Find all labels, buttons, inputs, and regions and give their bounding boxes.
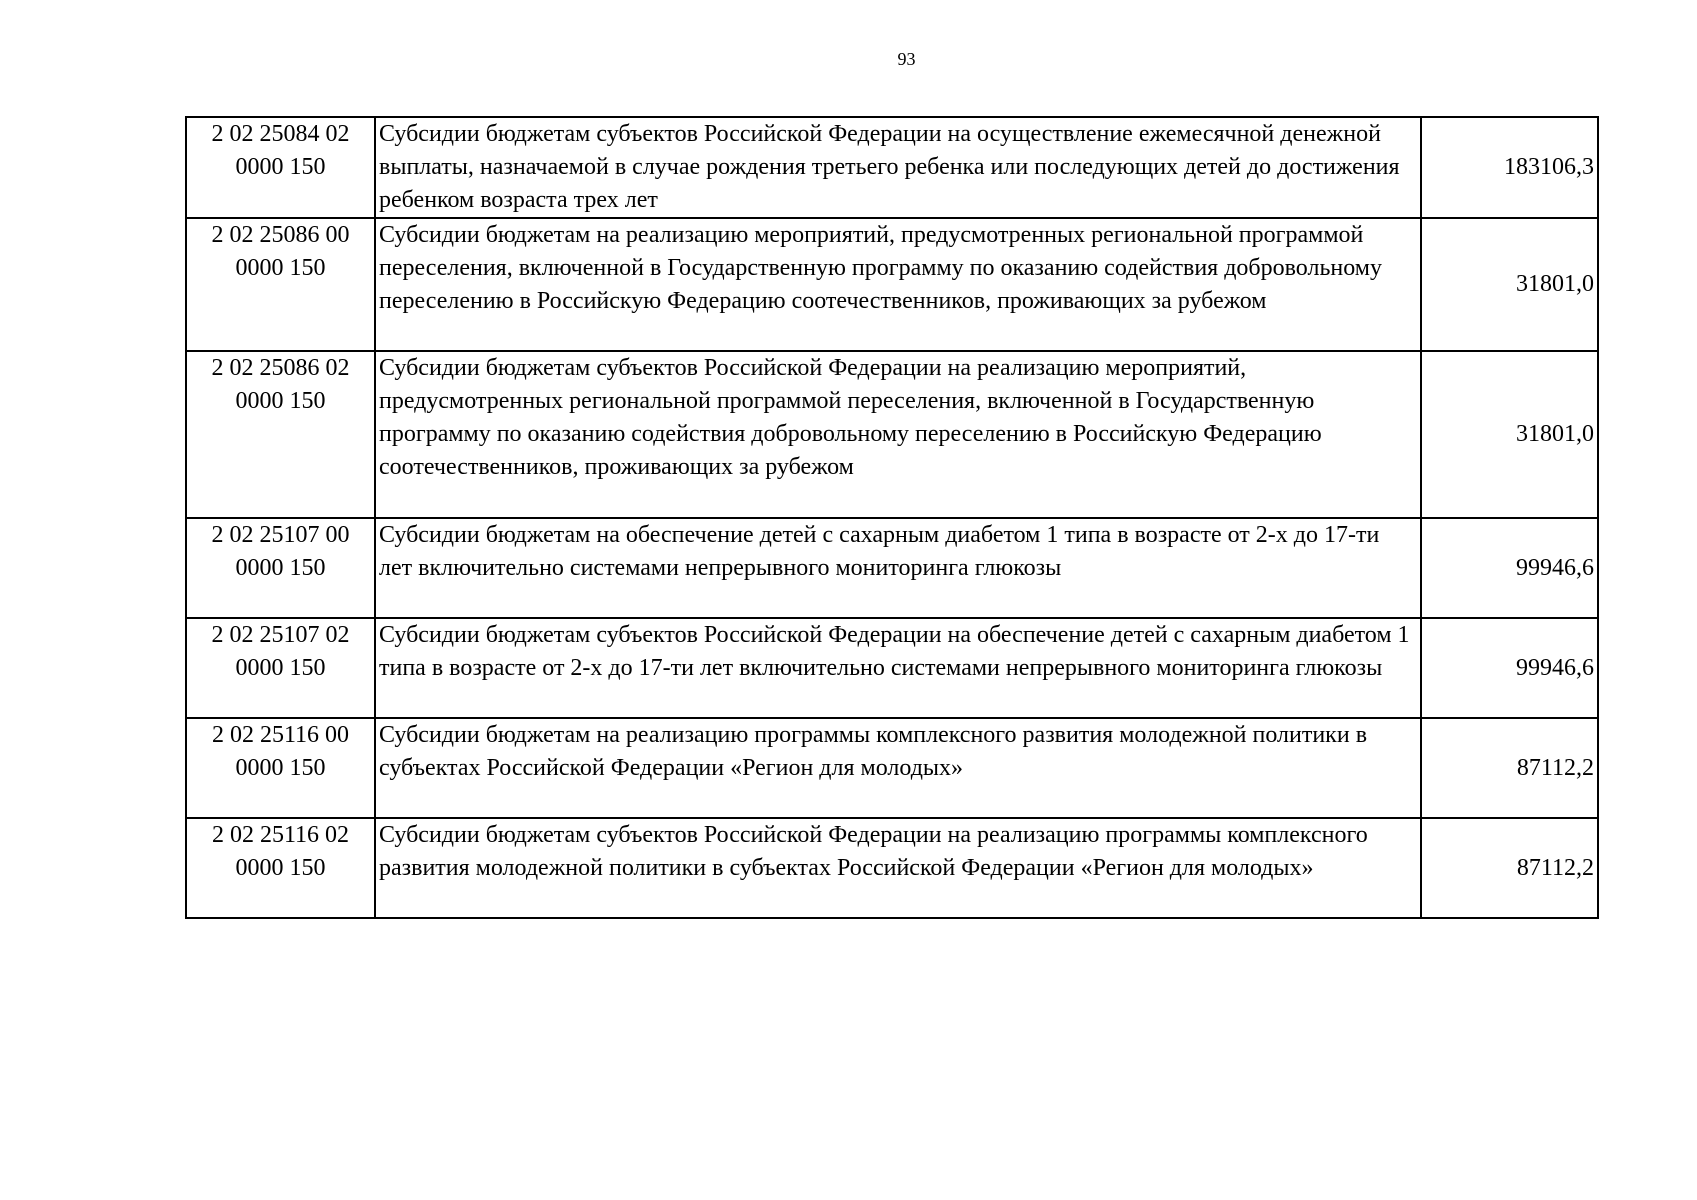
- table-row: [186, 117, 1598, 218]
- description-cell: Субсидии бюджетам субъектов Российской Федерации на реализацию мероприятий, предусмотренных региональной программой переселения, включенной в Государственную программу по оказанию содействия добровольному переселению в Российскую Федерацию соотечественников, проживающих за рубежом: [375, 351, 1421, 518]
- budget-code-cell: 2 02 25107 00 0000 150: [186, 518, 375, 618]
- amount-cell: 87112,2: [1421, 818, 1598, 918]
- table-row: [186, 351, 1598, 518]
- budget-code-cell: 2 02 25086 00 0000 150: [186, 218, 375, 351]
- budget-table: [185, 116, 1599, 919]
- budget-code-cell: 2 02 25086 02 0000 150: [186, 351, 375, 518]
- description-cell: Субсидии бюджетам на обеспечение детей с сахарным диабетом 1 типа в возрасте от 2-х до 17-ти лет включительно системами непрерывного мониторинга глюкозы: [375, 518, 1421, 618]
- table-row: [186, 618, 1598, 718]
- description-cell: Субсидии бюджетам на реализацию мероприятий, предусмотренных региональной программой переселения, включенной в Государственную программу по оказанию содействия добровольному переселению в Российскую Федерацию соотечественников, проживающих за рубежом: [375, 218, 1421, 351]
- amount-cell: 183106,3: [1421, 117, 1598, 218]
- description-cell: Субсидии бюджетам субъектов Российской Федерации на обеспечение детей с сахарным диабетом 1 типа в возрасте от 2-х до 17-ти лет включительно системами непрерывного мониторинга глюкозы: [375, 618, 1421, 718]
- budget-code-cell: 2 02 25107 02 0000 150: [186, 618, 375, 718]
- amount-cell: 31801,0: [1421, 218, 1598, 351]
- table-row: [186, 818, 1598, 918]
- description-cell: Субсидии бюджетам субъектов Российской Федерации на осуществление ежемесячной денежной выплаты, назначаемой в случае рождения третьего ребенка или последующих детей до достижения ребенком возраста трех лет: [375, 117, 1421, 218]
- budget-code-cell: 2 02 25116 02 0000 150: [186, 818, 375, 918]
- description-cell: Субсидии бюджетам субъектов Российской Федерации на реализацию программы комплексного развития молодежной политики в субъектах Российской Федерации «Регион для молодых»: [375, 818, 1421, 918]
- table-row: [186, 518, 1598, 618]
- amount-cell: 99946,6: [1421, 518, 1598, 618]
- budget-code-cell: 2 02 25116 00 0000 150: [186, 718, 375, 818]
- budget-code-cell: 2 02 25084 02 0000 150: [186, 117, 375, 218]
- amount-cell: 87112,2: [1421, 718, 1598, 818]
- table-row: [186, 218, 1598, 351]
- amount-cell: 31801,0: [1421, 351, 1598, 518]
- page-number: 93: [897, 49, 916, 69]
- amount-cell: 99946,6: [1421, 618, 1598, 718]
- table-row: [186, 718, 1598, 818]
- description-cell: Субсидии бюджетам на реализацию программы комплексного развития молодежной политики в субъектах Российской Федерации «Регион для молодых»: [375, 718, 1421, 818]
